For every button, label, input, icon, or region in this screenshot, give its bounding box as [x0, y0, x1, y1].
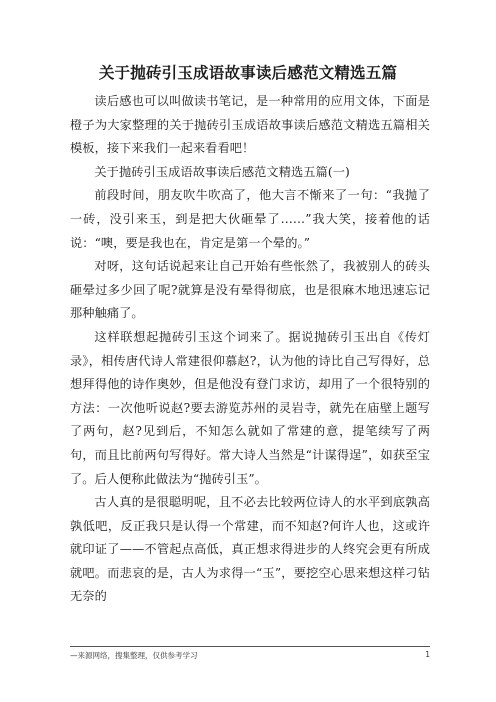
paragraph: 前段时间，朋友吹牛吹高了，他大言不惭来了一句：“我抛了一砖，没引来玉，到是把大伙砸晕了……”我大笑，接着他的话说：“噢，要是我也在，肯定是第一个晕的。” — [70, 188, 430, 250]
document-title: 关于抛砖引玉成语故事读后感范文精选五篇 — [98, 63, 398, 82]
paragraph: 这样联想起抛砖引玉这个词来了。据说抛砖引玉出自《传灯录》，相传唐代诗人常建很仰慕赵?，认为他的诗比自己写得好，总想拜得他的诗作奥妙，但是他没有登门求访，却用了一个很特别的方法：一次他听说赵?要去游览苏州的灵岩寺，就先在庙壁上题写了两句，赵?见到后，不知怎么就如了常建的意，提笔续写了两句，而且比前两句写得好。常大诗人当然是“计谋得逞”，如获至宝了。后人便称此做法为“抛砖引玉”。 — [70, 329, 430, 486]
page-footer — [70, 646, 430, 661]
paragraph: 古人真的是很聪明呢，且不必去比较两位诗人的水平到底孰高孰低吧，反正我只是认得一个常建，而不知赵?何许人也，这或许就印证了——不管起点高低，真正想求得进步的人终究会更有所成就吧。而悲哀的是，古人为求得一“玉”，要挖空心思来想这样刁钻无奈的 — [70, 495, 430, 604]
footer-source-text: —来源网络，搜集整理，仅供参考学习 — [70, 651, 198, 660]
paragraph: 对呀，这句话说起来让自己开始有些怅然了，我被别人的砖头砸晕过多少回了呢?就算是没有晕得彻底，也是很麻木地迅速忘记那种触痛了。 — [70, 259, 430, 321]
page-number: 1 — [425, 650, 430, 659]
paragraph-intro: 读后感也可以叫做读书笔记，是一种常用的应用文体，下面是橙子为大家整理的关于抛砖引玉成语故事读后感范文精选五篇相关模板，接下来我们一起来看看吧！ — [70, 94, 430, 156]
document-body — [70, 90, 430, 609]
section-heading: 关于抛砖引玉成语故事读后感范文精选五篇(一) — [94, 164, 350, 179]
